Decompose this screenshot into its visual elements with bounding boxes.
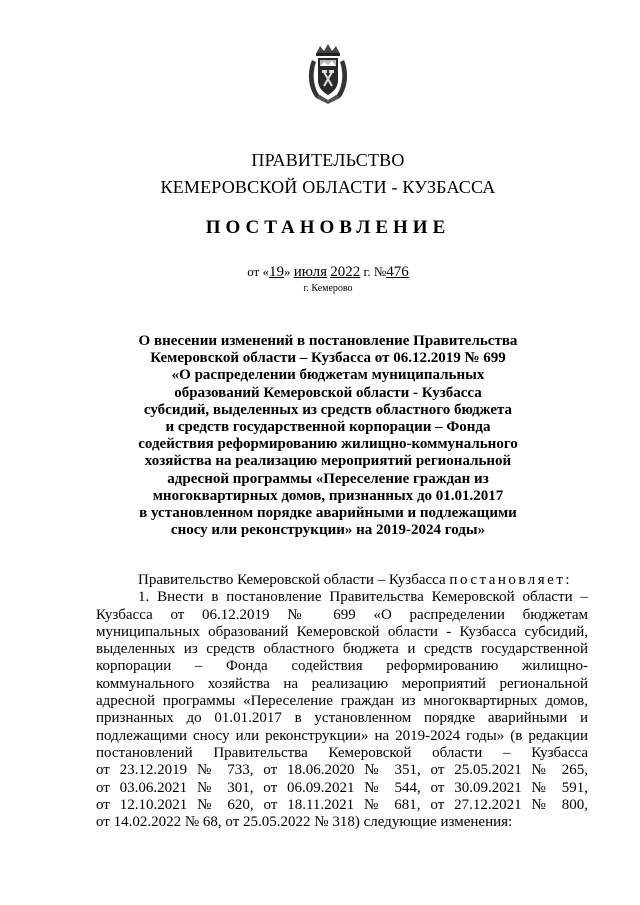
date-prefix: от « [247,264,269,279]
city-name: г. Кемерово [303,283,353,294]
paragraph-line: коммунального хозяйства на реализацию мероприятий региональной [96,675,588,692]
number-prefix: г. № [363,264,387,279]
date-month: июля [293,264,327,280]
intro-spaced-verb: постановляет: [449,572,573,588]
paragraph-line: признанных до 01.01.2017 в установленном порядке аварийными и [96,710,588,727]
title-line: О внесении изменений в постановление Правительства [138,333,518,349]
title-line: хозяйства на реализацию мероприятий региональной [144,453,512,470]
intro-text: Правительство Кемеровской области – Кузбасса [138,572,450,588]
paragraph-line: от 14.02.2022 № 68, от 25.05.2022 № 318) следующие изменения: [96,814,513,831]
paragraph-line: корпорации – Фонда содействия реформированию жилищно- [96,658,588,675]
title-line: образований Кемеровской области - Кузбасса [174,384,482,401]
title-line: содействия реформированию жилищно-коммунального [138,436,518,453]
document-type-heading: ПОСТАНОВЛЕНИЕ [205,217,451,238]
date-mid: » [283,264,291,279]
decree-title [100,333,556,539]
paragraph-line: муниципальных образований Кемеровской области - Кузбасса субсидий, [96,623,588,640]
paragraph-line: Кузбасса от 06.12.2019 № 699 «О распределении бюджетам [96,606,588,623]
paragraph-line: от 12.10.2021 № 620, от 18.11.2021 № 681, от 27.12.2021 № 800, [96,796,588,813]
government-name-line-2: КЕМЕРОВСКОЙ ОБЛАСТИ - КУЗБАССА [160,177,496,197]
paragraph-line: постановлений Правительства Кемеровской области – Кузбасса [96,744,588,761]
title-line: Кемеровской области – Кузбасса от 06.12.2019 № 699 [150,350,506,367]
date-year: 2022 [330,264,361,280]
paragraph-line: от 23.12.2019 № 733, от 18.06.2020 № 351, от 25.05.2021 № 265, [96,762,588,779]
intro-line [96,572,588,589]
title-line: «О распределении бюджетам муниципальных [171,367,485,384]
title-line: в установленном порядке аварийными и подлежащими [139,505,517,522]
title-line: сносу или реконструкции» на 2019-2024 годы» [170,522,486,539]
title-line: адресной программы «Переселение граждан из [167,470,489,487]
coat-of-arms-emblem [306,42,350,106]
paragraph-line: выделенных из средств областного бюджета и средств государственной [96,641,588,658]
paragraph-line: подлежащими сносу или реконструкции» на 2019-2024 годы» (в редакции [96,727,588,744]
title-line: и средств государственной корпорации – Фонда [165,419,491,436]
decree-number: 476 [386,264,409,280]
decree-date-number-line [0,264,640,280]
title-line: многоквартирных домов, признанных до 01.01.2017 [152,487,504,504]
paragraph-line: адресной программы «Переселение граждан из многоквартирных домов, [96,693,588,710]
date-day: 19 [268,264,284,280]
title-line: субсидий, выделенных из средств областного бюджета [143,401,513,418]
decree-body [96,572,588,831]
paragraph-line: от 03.06.2021 № 301, от 06.09.2021 № 544, от 30.09.2021 № 591, [96,779,588,796]
government-name-line-1: ПРАВИТЕЛЬСТВО [251,150,405,170]
paragraph-line: 1. Внести в постановление Правительства Кемеровской области – [138,589,588,606]
